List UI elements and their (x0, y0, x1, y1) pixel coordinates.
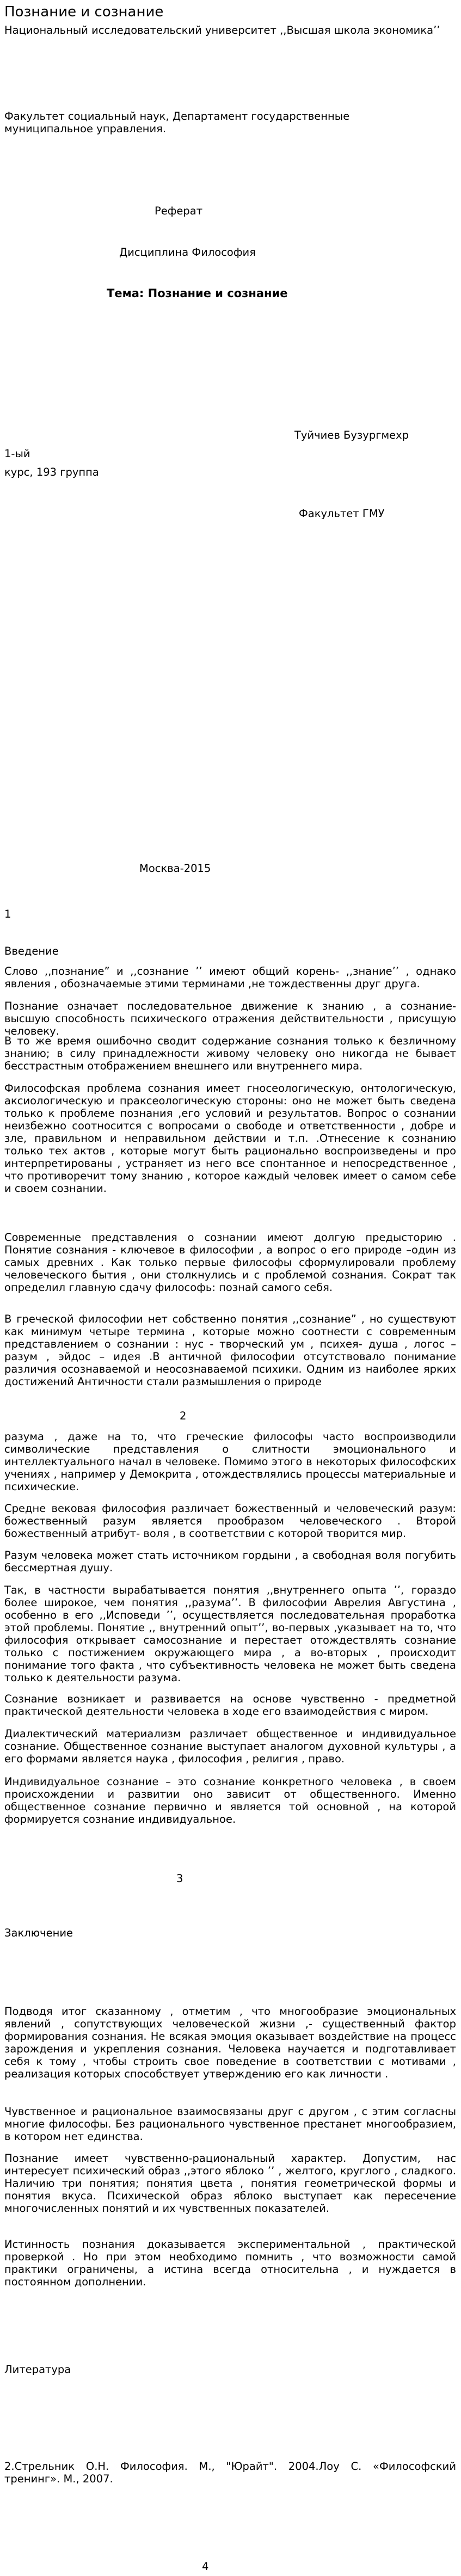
page-number-4: 4 (202, 2560, 209, 2573)
intro-paragraph: Познание означает последовательное движение к знанию , а сознание- высшую способность психического отражения действительности , присущую человеку. (4, 1000, 456, 1037)
course-year: 1-ый (4, 447, 30, 460)
topic-title: Тема: Познание и сознание (107, 287, 288, 300)
intro-paragraph: Слово ,,познание” и ,,сознание ’’ имеют общий корень- ,,знание’’ , однако явления , обозначаемые этими терминами ,не тождественны друг друга. (4, 965, 456, 990)
reference-item: 2.Стрельник О.Н. Философия. М., "Юрайт". 2004.Лоу С. «Философский тренинг». М., 2007. (4, 2460, 456, 2485)
work-type: Реферат (155, 205, 203, 217)
conclusion-paragraph: Познание имеет чувственно-рациональный характер. Допустим, нас интересует психический образ ,,этого яблоко ’’ , желтого, круглого , сладкого. Наличию три понятия; понятия цвета , понятия геометрической формы и понятия вкуса. Психической образ яблоко выступает как пересечение многочисленных понятий и их чувственных показателей. (4, 2152, 456, 2215)
body-paragraph: разума , даже на то, что греческие философы часто воспроизводили символические представления о слитности эмоционального и интеллектуального начал в человеке. Помимо этого в некоторых философских учениях , например у Демокрита , отождествлялись процессы материальные и психические. (4, 1430, 456, 1493)
intro-paragraph: В то же время ошибочно сводит содержание сознания только к безличному знанию; в силу принадлежности живому человеку оно никогда не бывает бесстрастным отображением внешнего или внутреннего мира. (4, 1035, 456, 1072)
conclusion-paragraph: Подводя итог сказанному , отметим , что многообразие эмоциональных явлений , сопутствующих человеческой жизни ,- существенный фактор формирования сознания. Не всякая эмоция оказывает воздействие на процесс зарождения и укрепления сознания. Человека научается и подготавливает себя к тому , чтобы строить свое поведение в соответствии с мотивами , реализация которых способствует утверждению его как личности . (4, 2005, 456, 2080)
conclusion-heading: Заключение (4, 1927, 73, 1939)
intro-paragraph: В греческой философии нет собственно понятия ,,сознание” , но существуют как минимум четыре термина , которые можно соотнести с современным представлением о сознании : нус - творческий ум , психея- душа , логос – разум , эйдос – идея .В античной философии отсутствовало понимание различия осознаваемой и неосознаваемой психики. Одним из наиболее ярких достижений Античности стали размышления о природе (4, 1313, 456, 1388)
body-paragraph: Разум человека может стать источником гордыни , а свободная воля погубить бессмертная душу. (4, 1549, 456, 1574)
body-paragraph: Так, в частности вырабатывается понятия ,,внутреннего опыта ’’, гораздо более широкое, чем понятия ,,разума’’. В философии Аврелия Августина , особенно в его ,,Исповеди ’’, осуществляется последовательная проработка этой проблемы. Понятие ,, внутренний опыт’’, во-первых ,указывает на то, что философия открывает самосознание и перестает отождествлять сознание только с постижением окружающего мира , а во-вторых , происходит понимание того факта , что субъективность человека не может быть сведена только к деятельности разума. (4, 1584, 456, 1684)
intro-paragraph: Философская проблема сознания имеет гносеологическую, онтологическую, аксиологическую и праксеологическую стороны: оно не может быть сведена только к проблеме познания ,его условий и результатов. Вопрос о сознании неизбежно соотносится с вопросами о свободе и ответственности , добре и зле, правильном и неправильном действии и т.п. .Отнесение к сознанию только тех актов , которые могут быть рационально воспроизведены и про интерпретированы , устраняет из него все спонтанное и непосредственное , что противоречит тому знанию , которое каждый человек имеет о самом себе и своем сознании. (4, 1082, 456, 1195)
author-faculty: Факультет ГМУ (299, 507, 385, 520)
body-paragraph: Средне вековая философия различает божественный и человеческий разум: божественный разум является прообразом человеческого . Второй божественный атрибут- воля , в соответствии с которой творится мир. (4, 1502, 456, 1540)
page-number-1: 1 (4, 908, 11, 920)
city-year: Москва-2015 (139, 862, 211, 875)
faculty-name: Факультет социальный наук, Департамент государственные муниципальное управления. (4, 110, 350, 135)
course-group: курс, 193 группа (4, 466, 99, 478)
university-name: Национальный исследовательский университет ,,Высшая школа экономика’’ (4, 24, 440, 36)
page-number-2: 2 (180, 1410, 187, 1422)
conclusion-paragraph: Чувственное и рациональное взаимосвязаны друг с другом , с этим согласны многие философы. Без рационального чувственное престанет многообразием, в котором нет единства. (4, 2105, 456, 2143)
introduction-heading: Введение (4, 945, 59, 957)
discipline: Дисциплина Философия (119, 246, 256, 259)
page-number-3: 3 (176, 1872, 183, 1885)
body-paragraph: Индивидуальное сознание – это сознание конкретного человека , в своем происхождении и развитии оно зависит от общественного. Именно общественное сознание первично и является той основной , на которой формируется сознание индивидуальное. (4, 1775, 456, 1825)
intro-paragraph: Современные представления о сознании имеют долгую предысторию . Понятие сознания - ключевое в философии , а вопрос о его природе –один из самых древних . Как только первые философы сформулировали проблему человеческого бытия , они столкнулись и с проблемой сознания. Сократ так определил главную сдачу философь: познай самого себя. (4, 1231, 456, 1294)
document-title: Познание и сознание (4, 4, 164, 20)
conclusion-paragraph: Истинность познания доказывается экспериментальной , практической проверкой . Но при этом необходимо помнить , что возможности самой практики ограничены, а истина всегда относительна , и нуждается в постоянном дополнении. (4, 2238, 456, 2288)
body-paragraph: Сознание возникает и развивается на основе чувственно - предметной практической деятельности человека в ходе его взаимодействия с миром. (4, 1693, 456, 1718)
body-paragraph: Диалектический материализм различает общественное и индивидуальное сознание. Общественное сознание выступает аналогом духовной культуры , а его формами является наука , философия , религия , право. (4, 1727, 456, 1765)
references-heading: Литература (4, 2363, 71, 2376)
author-name: Туйчиев Бузургмехр (294, 429, 409, 441)
